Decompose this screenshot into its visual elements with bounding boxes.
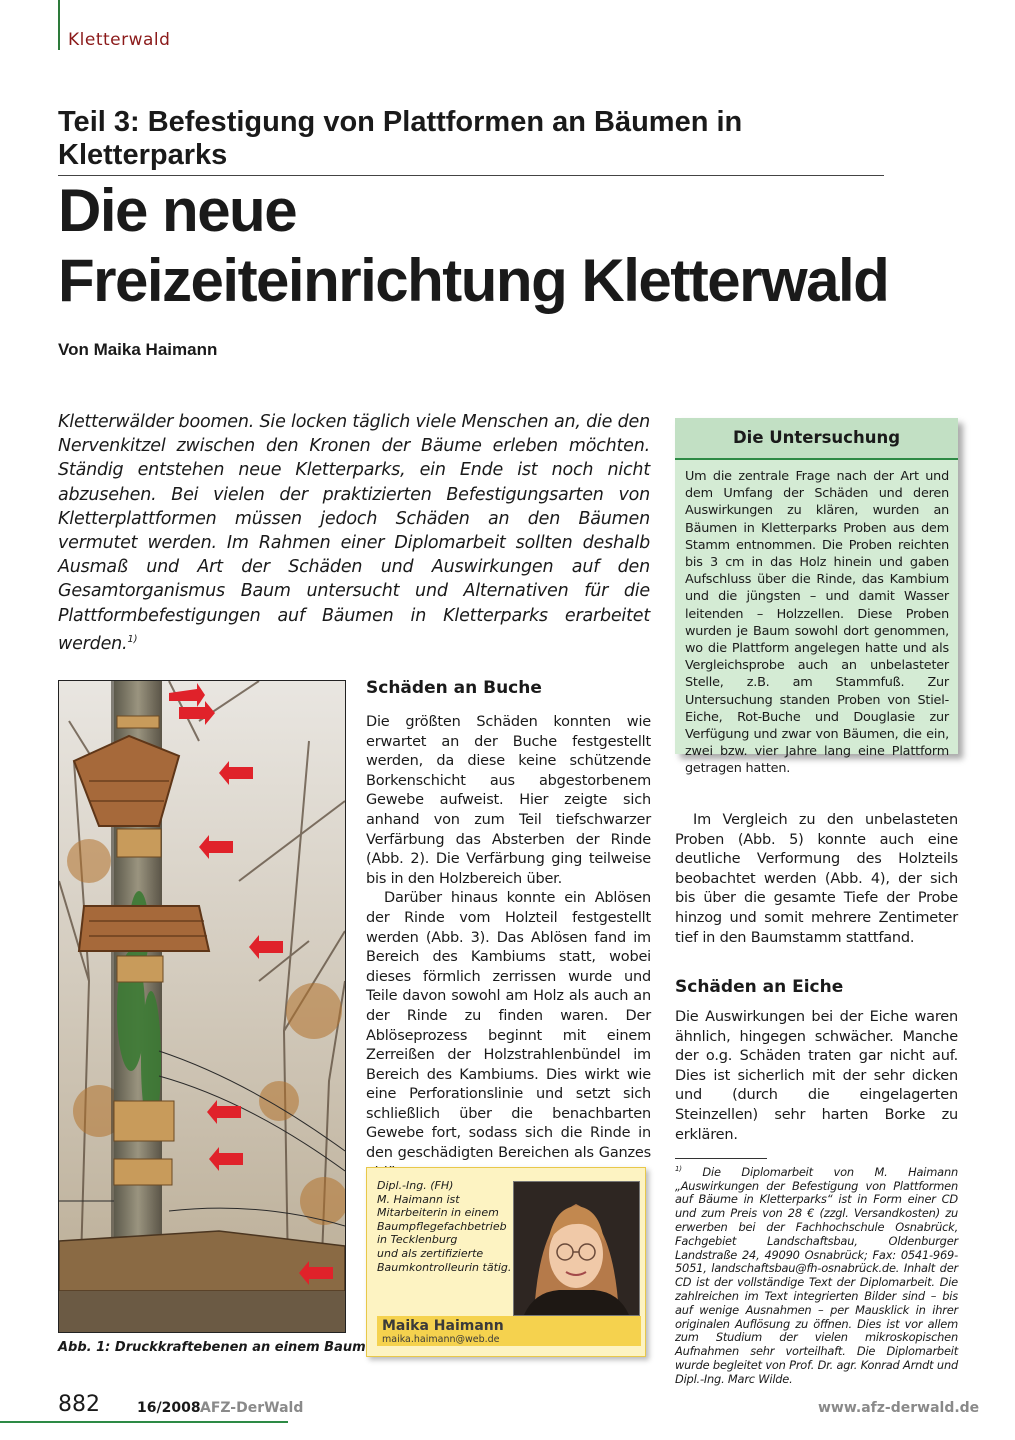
title-line-1: Die neue bbox=[58, 177, 297, 244]
figure-caption: Abb. 1: Druckkraftebenen an einem Baum bbox=[58, 1340, 366, 1355]
author-bio-line: Mitarbeiterin in einem bbox=[377, 1206, 499, 1220]
author-byline: Von Maika Haimann bbox=[58, 340, 218, 359]
buche-paragraph-2: Darüber hinaus konnte ein Ablösen der Rinde vom Holzteil festgestellt werden (Abb. 3). Das Ablösen fand im Bereich des Kambiums statt, wobei dieses förmlich zerrissen wurde und Teile davon sowohl am Holz als auch an der Rinde zu finden waren. Der Ablöseprozess beginnt mit einem Zerreißen der Holzstrahlenbündel im Bereich des Kambiums. Dies wirkt wie eine Perforationslinie und setzt sich schließlich über die benachbarten Gewebe fort, sodass sich die Rinde in den geschädigten Bereichen als Ganzes bbox=[366, 890, 651, 1162]
issue-number: 16/2008 bbox=[137, 1400, 201, 1416]
section-marker bbox=[58, 0, 60, 50]
vergleich-paragraph: Im Vergleich zu den unbelasteten Proben (Abb. 5) konnte auch eine deutliche Verformung des Holzteils beobachtet werden (Abb. 4), der sich bis über die gesamte Tiefe der Probe hinzog und somit mehrere Zentimeter tief in den Baumstamm stattfand. bbox=[675, 812, 958, 946]
author-bio bbox=[377, 1179, 512, 1274]
website-url[interactable]: www.afz-derwald.de bbox=[818, 1400, 980, 1416]
column-vergleich bbox=[675, 811, 958, 948]
column-buche bbox=[366, 713, 651, 1183]
author-bio-line: Baumkontrolleurin tätig. bbox=[377, 1260, 512, 1274]
article-subtitle: Teil 3: Befestigung von Plattformen an Bäumen in Kletterparks bbox=[58, 106, 884, 176]
footnote-mark: 1) bbox=[675, 1165, 682, 1173]
heading-eiche: Schäden an Eiche bbox=[675, 977, 844, 997]
author-email[interactable]: maika.haimann@web.de bbox=[382, 1334, 500, 1345]
author-name-bar bbox=[377, 1316, 641, 1346]
sidebar-heading: Die Untersuchung bbox=[675, 418, 958, 460]
author-box bbox=[366, 1167, 646, 1357]
page-number: 882 bbox=[58, 1392, 100, 1417]
magazine-name: AFZ-DerWald bbox=[200, 1400, 304, 1416]
title-line-2: Freizeiteinrichtung Kletterwald bbox=[58, 247, 889, 314]
author-portrait-illustration bbox=[514, 1182, 639, 1315]
column-eiche bbox=[675, 1008, 958, 1145]
article-title bbox=[58, 176, 888, 316]
sidebar-box bbox=[675, 418, 958, 777]
author-bio-line: M. Haimann ist bbox=[377, 1192, 460, 1206]
author-bio-line: Dipl.-Ing. (FH) bbox=[377, 1179, 454, 1192]
intro-paragraph bbox=[58, 410, 650, 656]
footer-rule bbox=[0, 1421, 288, 1423]
tree-platform-photo bbox=[58, 680, 346, 1333]
eiche-paragraph: Die Auswirkungen bei der Eiche waren ähnlich, hingegen schwächer. Manche der o.g. Schäden traten gar nicht auf. Dies ist sicherlich mit der sehr dicken und (durch die eingelagerten Steinzellen) sehr harten Borke zu erklären. bbox=[675, 1009, 958, 1143]
buche-paragraph-1: Die größten Schäden konnten wie erwartet an der Buche festgestellt werden, da diese keine schützende Borkenschicht aus abgestorbenem Gewebe aufweist. Hier zeigte sich anhand von zum Teil tiefschwarzer Verfärbung das Absterben der Rinde (Abb. 2). Die Verfärbung ging teilweise bis in den Holzbereich über. bbox=[366, 714, 651, 887]
author-bio-line: in Tecklenburg bbox=[377, 1233, 458, 1247]
footnote-rule bbox=[675, 1158, 767, 1159]
sidebar-body: Um die zentrale Frage nach der Art und dem Umfang der Schäden und deren Auswirkungen zu klären, wurden an Bäumen in Kletterparks Proben aus dem Stamm entnommen. Die Proben reichten bis 3 cm in das Holz hinein und gaben Aufschluss über die Rinde, das Kambium und die jüngsten – und damit Wasser leitenden – Holzzellen. Diese Proben wurden je Baum sowohl dort genommen, wo die Plattform angelegen hatte und als Vergleichsprobe auch an unbelasteter Stelle, z.B. am Stammfuß. Zur Untersuchung standen Proben von Stiel-Eiche, Rot-Buche und Douglasie zur Verfügung und zwar von Bäumen, die ein, zwei bzw. vier Jahre lang eine Plattform getragen hatten. bbox=[685, 469, 949, 777]
author-name: Maika Haimann bbox=[382, 1318, 504, 1334]
heading-buche: Schäden an Buche bbox=[366, 678, 542, 698]
author-bio-line: Baumpflegefachbetrieb bbox=[377, 1219, 507, 1233]
intro-footnote-mark: 1) bbox=[127, 633, 138, 645]
author-bio-line: und als zertifizierte bbox=[377, 1246, 484, 1260]
footnote bbox=[675, 1163, 958, 1387]
section-label: Kletterwald bbox=[68, 30, 171, 50]
footnote-text: Die Diplomarbeit von M. Haimann „Auswirkungen der Befestigung von Plattformen auf Bäume in Kletterparks“ ist in Form einer CD und zum Preis von 28 € (zzgl. Versandkosten) zu erwerben bei der Fachhochschule Osnabrück, Fachgebiet Landschaftsbau, Oldenburger Landstraße 24, 49090 Osnabrück; Fax: 0541-969-5051, landschaftsbau@fh-osnabrück.de. Inhalt der CD ist der vollständige Text der Diplomarbeit. Die zahlreichen im Text integrierten Bilder sind – bis auf wenige Ausnahmen – per Mausklick in ihrer originalen Auflösung zu öffnen. Dies ist vor allem zum Studium der vielen mikroskopischen Aufnahmen sehr vorteilhaft. Die Diplomarbeit wurde begleitet von Prof. Dr. agr. Konrad Arndt und Dipl.-Ing. Marc Wilde. bbox=[675, 1164, 958, 1386]
author-portrait bbox=[513, 1181, 640, 1316]
intro-text: Kletterwälder boomen. Sie locken täglich viele Menschen an, die den Nervenkitzel zwischen den Kronen der Bäume erleben möchten. Ständig entstehen neue Kletterparks, ein Ende ist noch nicht abzusehen. Bei vielen der praktizierten Befestigungsarten von Kletterplattformen müssen jedoch Schäden an den Bäumen vermutet werden. Im Rahmen einer Diplomarbeit sollten deshalb Ausmaß und Art der Schäden und Auswirkungen auf den Gesamtorganismus Baum untersucht und Alternativen für die Plattformbefestigungen auf Bäumen in Kletterparks erarbeitet werden. bbox=[58, 412, 650, 654]
tree-photo-illustration bbox=[59, 681, 345, 1332]
